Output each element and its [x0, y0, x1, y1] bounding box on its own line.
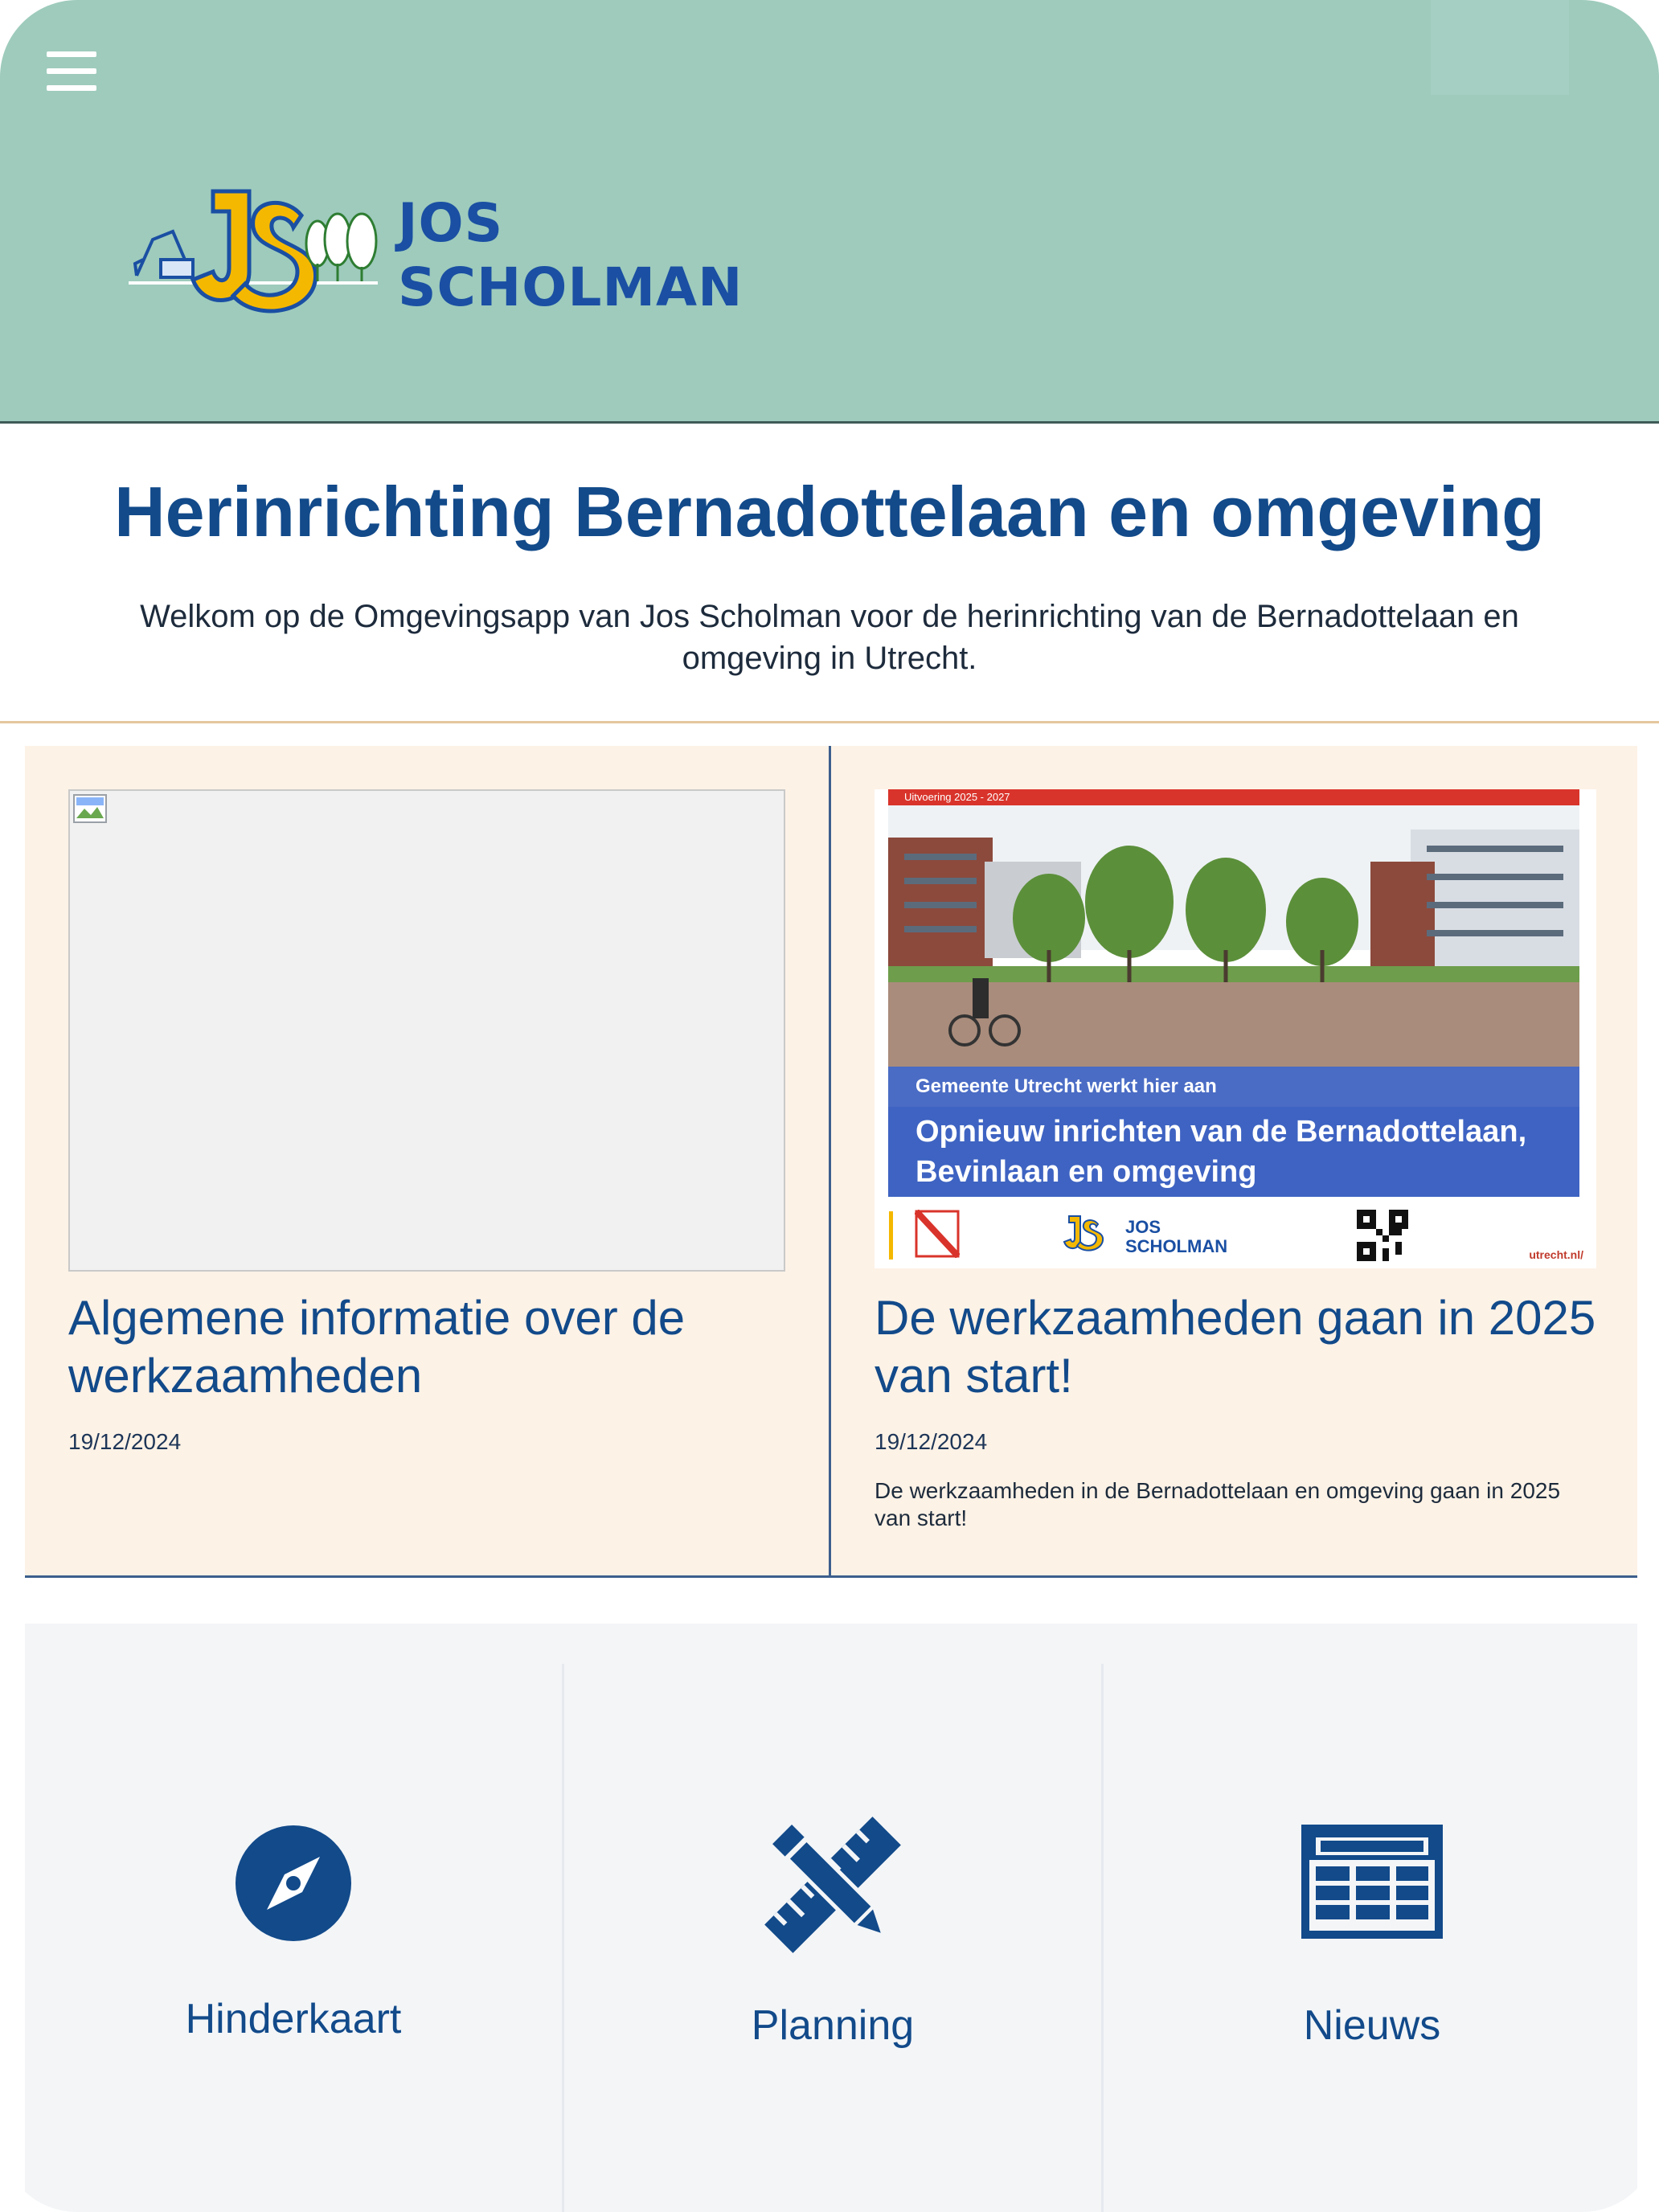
page-title: Herinrichting Bernadottelaan en omgeving	[114, 472, 1545, 551]
header-action-area	[1431, 0, 1569, 95]
card-excerpt: De werkzaamheden in de Bernadottelaan en omgeving gaan in 2025 van start!	[875, 1478, 1561, 1530]
jos-scholman-logo	[129, 183, 743, 328]
hamburger-menu-icon[interactable]	[47, 51, 96, 92]
poster-subtitle: Gemeente Utrecht werkt hier aan	[888, 1067, 1579, 1107]
logo-mark-icon	[129, 183, 386, 328]
news-card[interactable]	[25, 746, 829, 1575]
poster-headline-line-2: Bevinlaan en omgeving	[916, 1155, 1257, 1189]
poster-footer	[875, 1203, 1596, 1268]
tile-hinderkaart[interactable]	[25, 1664, 562, 2212]
card-title[interactable]: De werkzaamheden gaan in 2025 van start!	[875, 1291, 1596, 1403]
news-cards	[25, 746, 1637, 1578]
tile-planning[interactable]	[564, 1664, 1101, 2212]
card-image-placeholder	[68, 789, 785, 1272]
newspaper-icon	[1104, 1825, 1641, 1939]
poster-headline-line-1: Opnieuw inrichten van de Bernadottelaan,	[916, 1115, 1527, 1149]
nav-tiles	[25, 1624, 1637, 2212]
brand-line-2: SCHOLMAN	[398, 256, 743, 318]
compass-icon	[25, 1825, 562, 1942]
qr-code-icon	[1357, 1210, 1408, 1261]
news-card[interactable]	[831, 746, 1637, 1575]
poster-top-banner: Uitvoering 2025 - 2027	[904, 791, 1010, 803]
poster-logo-line-1: JOS	[1125, 1217, 1161, 1237]
intro-section	[0, 424, 1659, 723]
card-date: 19/12/2024	[875, 1429, 988, 1454]
poster-logo-line-2: SCHOLMAN	[1125, 1236, 1228, 1256]
street-render-image	[888, 789, 1579, 1067]
brand-name	[398, 191, 743, 320]
tile-label: Nieuws	[1303, 2002, 1441, 2049]
pencil-ruler-icon	[564, 1815, 1101, 1955]
poster-headline	[888, 1107, 1579, 1197]
tile-label: Planning	[751, 2002, 915, 2049]
poster-url: utrecht.nl/	[1529, 1248, 1583, 1261]
tile-nieuws[interactable]	[1104, 1664, 1641, 2212]
broken-image-icon	[73, 794, 107, 823]
intro-text: Welkom op de Omgevingsapp van Jos Scholman voor de herinrichting van de Bernadottelaan en omgeving in Utrecht.	[140, 599, 1519, 676]
poster-logo-text	[1125, 1218, 1227, 1256]
brand-line-1: JOS	[398, 192, 504, 254]
tile-label: Hinderkaart	[185, 1996, 402, 2042]
app-header	[0, 0, 1659, 424]
utrecht-crest-icon	[915, 1210, 960, 1258]
card-date: 19/12/2024	[68, 1429, 182, 1454]
poster-logo-mark-icon	[1045, 1213, 1117, 1253]
card-image-poster	[875, 789, 1596, 1268]
card-title[interactable]: Algemene informatie over de werkzaamheden	[68, 1291, 686, 1403]
intro-divider	[0, 721, 1659, 723]
